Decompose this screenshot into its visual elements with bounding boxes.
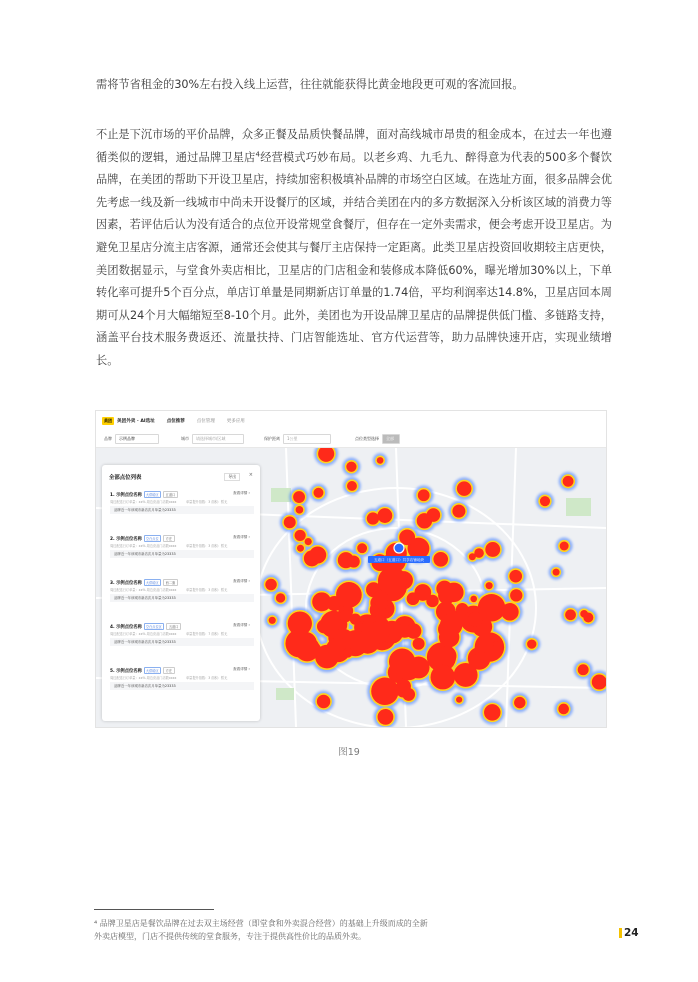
- footnote-divider: [94, 909, 214, 910]
- item-name: 4. 示例点位名称 空白点位区 五道口: [110, 623, 181, 630]
- item-area: 方庄: [163, 535, 175, 542]
- figure-caption: 图19: [338, 747, 360, 758]
- heat-blob-core: [317, 695, 330, 708]
- heat-blob-core: [348, 555, 360, 567]
- item-area: 西二旗: [163, 579, 179, 586]
- detail-link[interactable]: 查看详情 ›: [233, 623, 250, 627]
- item-summary: 品牌近一年该城市新店次月单量为23333: [110, 550, 254, 558]
- item-meta: 周边配送日订单量：xx% 周边竞品门店数xxxx: [110, 632, 177, 636]
- heat-blob-core: [378, 709, 394, 725]
- heat-blob-core: [527, 639, 536, 648]
- heat-blob-core: [484, 704, 500, 720]
- paragraph-1: 需将节省租金的30%左右投入线上运营，往往就能获得比黄金地段更可观的客流回报。: [96, 78, 524, 91]
- heat-blob-core: [375, 597, 388, 610]
- brand-select[interactable]: 示例品牌: [115, 434, 159, 444]
- item-summary: 品牌近一年该城市新店次月单量为23333: [110, 638, 254, 646]
- list-item[interactable]: [108, 667, 254, 707]
- list-item[interactable]: [108, 535, 254, 575]
- heat-blob-core: [486, 582, 493, 589]
- heat-blob-core: [293, 491, 305, 503]
- heat-blob-core: [284, 516, 296, 528]
- list-item[interactable]: [108, 579, 254, 619]
- heat-blob-core: [514, 697, 525, 708]
- heat-blob-core: [357, 543, 367, 553]
- panel-title: 全部点位列表: [109, 475, 142, 481]
- heat-blob-core: [456, 603, 469, 616]
- heat-blob-core: [350, 614, 361, 625]
- item-name: 5. 示例点位名称 大供给区 方庄: [110, 667, 175, 674]
- item-meta-right: 单量提升指数：7 面积：暂无: [186, 632, 228, 636]
- item-meta: 周边配送日订单量：xx% 周边竞品门店数xxxx: [110, 676, 177, 680]
- page-number: 24: [624, 927, 639, 939]
- heat-blob-core: [309, 546, 326, 563]
- heat-blob-core: [406, 623, 421, 638]
- heat-blob-core: [452, 505, 465, 518]
- paragraph-2-part-a: 不止是下沉市场的平价品牌，众多正餐及品质快餐品牌，面对高线城市昂贵的租金成本，在过去一年也遵循类似的逻辑，通过品牌卫星店: [96, 128, 612, 164]
- heat-blob-core: [439, 627, 459, 647]
- app-brand: 美团外卖 · AI选址: [117, 419, 155, 424]
- heat-blob-core: [417, 513, 432, 528]
- heat-blob-core: [347, 481, 357, 491]
- brand-filter-label: 品牌: [104, 436, 112, 441]
- item-summary: 品牌近一年该城市新店次月单量为23333: [110, 506, 254, 514]
- item-meta: 周边配送日订单量：xx% 周边竞品门店数xxxx: [110, 588, 177, 592]
- location-pin-icon: [394, 543, 404, 553]
- heat-blob-core: [371, 678, 398, 705]
- heat-blob-core: [297, 545, 304, 552]
- detail-link[interactable]: 查看详情 ›: [233, 491, 250, 495]
- detail-link[interactable]: 查看详情 ›: [233, 667, 250, 671]
- city-select[interactable]: 请选择城市/区域: [192, 434, 244, 444]
- item-meta-right: 单量提升指数：3 面积：暂无: [186, 676, 228, 680]
- heat-blob-core: [356, 630, 380, 654]
- page-number-accent: [619, 928, 622, 938]
- heat-blob-core: [433, 552, 448, 567]
- heat-blob-core: [540, 496, 550, 506]
- app-logo: 美团: [104, 418, 112, 423]
- item-area: 方庄: [163, 667, 175, 674]
- item-name: 2. 示例点位名称 空白点位 方庄: [110, 535, 175, 542]
- heat-blob-core: [414, 584, 431, 601]
- point-list-panel: [102, 465, 260, 721]
- item-summary: 品牌近一年该城市新店次月单量为23333: [110, 682, 254, 690]
- tab-point-manage[interactable]: 点位管理: [196, 419, 215, 424]
- item-meta: 周边配送日订单量：xx% 周边竞品门店数xxxx: [110, 544, 177, 548]
- heat-blob-core: [413, 638, 425, 650]
- filter-bar: [96, 431, 606, 448]
- heat-blob-core: [341, 555, 347, 561]
- paragraph-2-part-b: 经营模式巧妙布局。以老乡鸡、九毛九、醉得意为代表的500多个餐饮品牌，在美团的帮助下开设卫星店，持续加密积极填补品牌的市场空白区域。在选址方面，很多品牌会优先考虑一线及新一线城市中尚未开设餐厅的区域，并结合美团在内的多方数据深入分析该区域的消费力等因素，若评估后认为没有适合的点位开设常规堂食餐厅，但存在一定外卖需求，便会考虑开设卫星店。为避免卫星店分流主店客源，通常还会使其与餐厅主店保持一定距离。此类卫星店投资回收期较主店更快，美团数据显示，与堂食外卖店相比，卫星店的门店租金和装修成本降低60%，曝光增加30%以上，下单转化率可提升5个百分点，单店订单量是同期新店订单量的1.74倍，平均利润率达14.8%，卫星店回本周期可从24个月大幅缩短至8-10个月。此外，美团也为开设品牌卫星店的品牌提供低门槛、多链路支持，涵盖平台技术服务费返还、流量扶持、门店智能选址、官方代运营等，助力品牌快速开店，实现业绩增长。: [96, 150, 612, 367]
- heat-blob-core: [265, 579, 277, 591]
- detail-link[interactable]: 查看详情 ›: [233, 535, 250, 539]
- tab-point-recommend[interactable]: 点位推荐: [166, 419, 185, 424]
- paragraph-2: [96, 124, 612, 373]
- heat-blob-core: [377, 457, 384, 464]
- footnote-line-2: 外卖店模型，门店不提供传统的堂食服务，专注于提供高性价比的品质外卖。: [94, 932, 366, 941]
- heat-blob-core: [473, 652, 489, 668]
- heat-blob-core: [269, 617, 276, 624]
- item-meta-right: 单量提升指数：3 面积：暂无: [186, 500, 228, 504]
- close-icon[interactable]: ×: [248, 472, 253, 478]
- heat-blob-core: [418, 489, 430, 501]
- pin-label: 五道口（五道口）共享店铺地块: [373, 558, 425, 562]
- heat-blob-core: [313, 488, 323, 498]
- heat-blob-core: [296, 506, 304, 514]
- range-filter-label: 保护距离: [264, 436, 280, 441]
- heat-blob-core: [468, 612, 483, 627]
- heat-blob-core: [305, 642, 321, 658]
- heat-blob-core: [509, 570, 522, 583]
- heat-blob-core: [510, 589, 522, 601]
- footnote-ref[interactable]: 4: [255, 149, 260, 158]
- heat-blob-core: [560, 542, 569, 551]
- item-meta-right: 单量提升指数：3 面积：暂无: [186, 544, 228, 548]
- heat-blob-core: [565, 609, 576, 620]
- heat-blob-core: [305, 538, 312, 545]
- list-item[interactable]: [108, 623, 254, 663]
- heat-blob-core: [456, 697, 462, 703]
- point-type-select[interactable]: 全部: [382, 434, 400, 444]
- heat-blob-core: [377, 508, 392, 523]
- heat-blob-core: [343, 648, 353, 658]
- city-filter-label: 城市: [181, 436, 189, 441]
- heat-blob-core: [558, 704, 569, 715]
- app-header: [96, 411, 606, 432]
- heat-blob-core: [276, 593, 285, 602]
- item-tag: 大供给区: [145, 669, 159, 673]
- heat-blob-core: [367, 512, 379, 524]
- heat-blob-core: [474, 548, 484, 558]
- detail-link[interactable]: 查看详情 ›: [233, 579, 250, 583]
- heat-blob-core: [470, 596, 477, 603]
- heat-blob-core: [402, 688, 415, 701]
- heat-blob-core: [437, 646, 456, 665]
- list-item[interactable]: [108, 491, 254, 531]
- heat-blob-core: [399, 529, 415, 545]
- footnote-line-1: ⁴ 品牌卫星店是餐饮品牌在过去双主场经营（即堂食和外卖混合经营）的基础上升级而成的全新: [94, 919, 428, 928]
- heat-blob-core: [457, 481, 472, 496]
- heat-blob-core: [438, 587, 455, 604]
- item-tag: 空白点位: [145, 537, 159, 541]
- item-tag: 大供给区: [145, 581, 159, 585]
- export-button[interactable]: 导出: [224, 473, 240, 481]
- heat-blob-core: [501, 603, 519, 621]
- heat-blob-core: [336, 582, 362, 608]
- heat-blob-core: [295, 530, 306, 541]
- heat-blob-core: [431, 665, 456, 690]
- item-tag: 空白点位区: [145, 625, 162, 629]
- heat-blob-core: [493, 641, 499, 647]
- item-area: 五道口: [166, 623, 182, 630]
- heat-blob-core: [454, 663, 478, 687]
- tab-more-apps[interactable]: 更多应用: [226, 419, 245, 424]
- heat-blob-core: [563, 476, 574, 487]
- heat-blob-core: [580, 610, 588, 618]
- site-selection-screenshot: [95, 410, 607, 728]
- heat-blob-core: [485, 542, 500, 557]
- item-meta: 周边配送日订单量：xx% 周边竞品门店数xxxx: [110, 500, 177, 504]
- point-type-label: 点位类型选择: [355, 436, 379, 441]
- heat-blob-core: [553, 569, 560, 576]
- item-name: 1. 示例点位名称 大供给区 五道口: [110, 491, 178, 498]
- heat-blob-core: [346, 462, 356, 472]
- item-name: 3. 示例点位名称 大供给区 西二旗: [110, 579, 178, 586]
- heat-blob-core: [370, 616, 377, 623]
- item-meta-right: 单量提升指数：3 面积：暂无: [186, 588, 228, 592]
- heat-blob-core: [312, 592, 331, 611]
- heat-blob-core: [389, 648, 415, 674]
- item-area: 五道口: [163, 491, 179, 498]
- range-select[interactable]: 1公里: [283, 434, 331, 444]
- item-tag: 大供给区: [145, 493, 159, 497]
- item-summary: 品牌近一年该城市新店次月单量为23333: [110, 594, 254, 602]
- heat-blob-core: [578, 664, 589, 675]
